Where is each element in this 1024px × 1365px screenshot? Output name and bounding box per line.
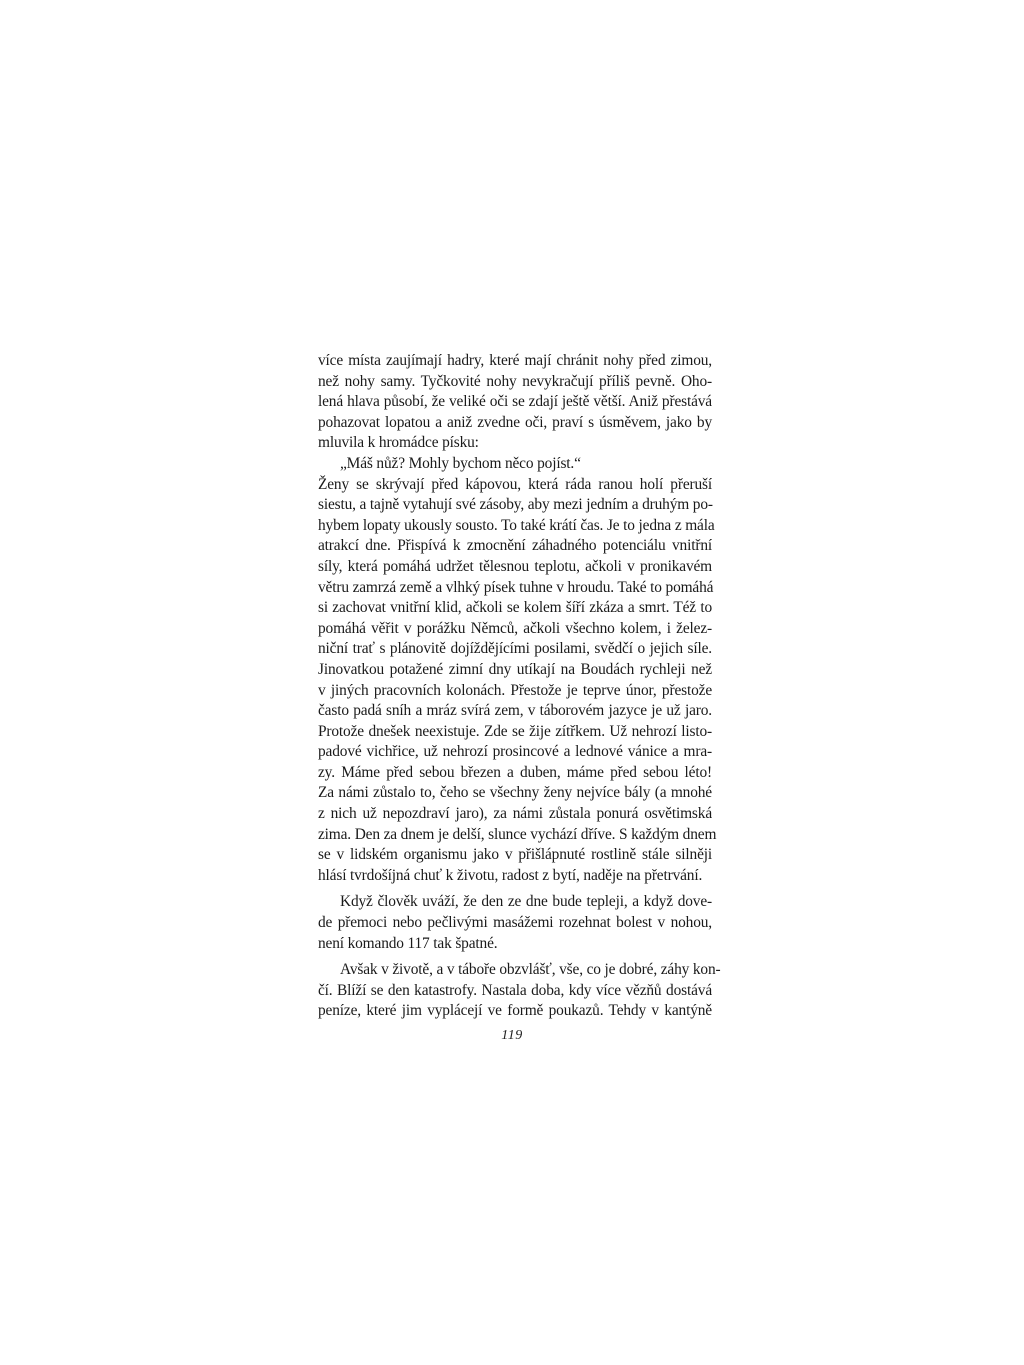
text-line: Avšak v životě, a v táboře obzvlášť, vše, co je dobré, záhy kon- [340, 961, 721, 979]
text-line: Když člověk uváží, že den ze dne bude tepleji, a když dove- [340, 893, 712, 911]
text-line: de přemoci nebo pečlivými masážemi rozehnat bolest v nohou, [318, 914, 712, 932]
page-body [318, 351, 721, 1022]
text-line: pohazovat lopatou a aniž zvedne oči, praví s úsměvem, jako by [318, 413, 712, 431]
text-line: siestu, a tajně vytahují své zásoby, aby mezi jedním a druhým po- [318, 496, 713, 514]
text-line: atrakcí dne. Přispívá k zmocnění záhadného potenciálu vnitřní [318, 537, 712, 555]
text-line: více místa zaujímají hadry, které mají chránit nohy před zimou, [318, 352, 712, 369]
text-line: peníze, které jim vyplácejí ve formě poukazů. Tehdy v kantýně [318, 1002, 712, 1020]
text-line: hlásí tvrdošíjná chuť k životu, radost z bytí, naděje na přetrvání. [318, 866, 703, 884]
text-line: není komando 117 tak špatné. [318, 934, 498, 952]
text-line: větru zamrzá země a vlhký písek tuhne v hroudu. Také to pomáhá [318, 578, 714, 596]
text-line: síly, která pomáhá udržet tělesnou teplotu, ačkoli v pronikavém [318, 557, 712, 575]
text-line: „Máš nůž? Mohly bychom něco pojíst.“ [340, 454, 581, 472]
text-line: niční trať s plánovitě dojíždějícími posilami, svědčí o jejich síle. [318, 640, 712, 658]
text-line: zima. Den za dnem je delší, slunce vychází dříve. S každým dnem [318, 825, 717, 843]
text-line: Ženy se skrývají před kápovou, která ráda ranou holí přeruší [318, 475, 712, 493]
text-line: čí. Blíží se den katastrofy. Nastala doba, kdy více vězňů dostává [318, 981, 712, 999]
text-line: pomáhá věřit v porážku Němců, ačkoli všechno kolem, i želez- [318, 619, 712, 637]
text-line: lená hlava působí, že veliké oči se zdají ještě větší. Aniž přestává [318, 393, 712, 411]
text-line: Protože dnešek neexistuje. Zde se žije zítřkem. Už nehrozí listo- [318, 722, 712, 740]
page-number: 119 [501, 1028, 523, 1043]
text-line: hybem lopaty ukously sousto. To také krátí čas. Je to jedna z mála [318, 516, 715, 534]
text-line: padové vichřice, už nehrozí prosincové a lednové vánice a mra- [318, 743, 712, 761]
text-line: si zachovat vnitřní klid, ačkoli se kolem šíří zkáza a smrt. Též to [318, 599, 712, 617]
text-line: v jiných pracovních kolonách. Přestože je teprve únor, přestože [318, 681, 712, 699]
text-line: mluvila k hromádce písku: [318, 434, 479, 452]
text-line: Za námi zůstalo to, čeho se všechny ženy nejvíce bály (a mnohé [318, 784, 712, 802]
text-line: se v lidském organismu jako v přišlápnuté rostlině stále silněji [318, 846, 712, 864]
text-line: z nich už nepozdraví jaro), za námi zůstala ponurá osvětimská [318, 805, 712, 823]
text-line: Jinovatkou potažené zimní dny utíkají na Boudách rychleji než [318, 660, 712, 678]
text-line: zy. Máme před sebou březen a duben, máme před sebou léto! [318, 763, 712, 781]
text-line: často padá sníh a mráz svírá zem, v táborovém jazyce je už jaro. [318, 702, 712, 720]
text-line: než nohy samy. Tyčkovité nohy nevykračují příliš pevně. Oho- [318, 372, 712, 390]
